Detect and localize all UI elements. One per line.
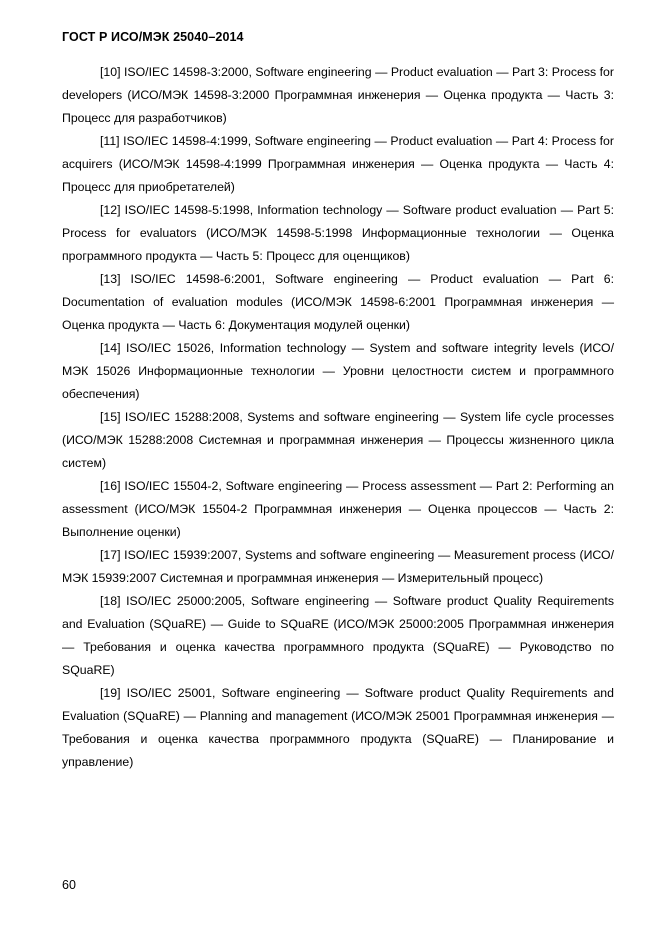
bibliography-entry-19: [19] ISO/IEC 25001, Software engineering — Software product Quality Requirements and Evaluation (SQuaRE) — Planning and management (ИСО/МЭК 25001 Программная инженерия — Требования и оценка качества программного продукта (SQuaRE) — Планирование и управление)	[62, 686, 614, 769]
bibliography-entry-17: [17] ISO/IEC 15939:2007, Systems and software engineering — Measurement process (ИСО/МЭК 15939:2007 Системная и программная инженерия — Измерительный процесс)	[62, 548, 614, 585]
bibliography-entry-10: [10] ISO/IEC 14598-3:2000, Software engineering — Product evaluation — Part 3: Process for developers (ИСО/МЭК 14598-3:2000 Программная инженерия — Оценка продукта — Часть 3: Процесс для разработчиков)	[62, 65, 614, 125]
bibliography-entry-18: [18] ISO/IEC 25000:2005, Software engineering — Software product Quality Requirements and Evaluation (SQuaRE) — Guide to SQuaRE (ИСО/МЭК 25000:2005 Программная инженерия — Требования и оценка качества программного продукта (SQuaRE) — Руководство по SQuaRE)	[62, 594, 614, 677]
bibliography-list	[62, 61, 614, 774]
document-header: ГОСТ Р ИСО/МЭК 25040–2014	[62, 30, 244, 44]
bibliography-entry-13: [13] ISO/IEC 14598-6:2001, Software engineering — Product evaluation — Part 6: Documentation of evaluation modules (ИСО/МЭК 14598-6:2001 Программная инженерия — Оценка продукта — Часть 6: Документация модулей оценки)	[62, 272, 614, 332]
bibliography-entry-11: [11] ISO/IEC 14598-4:1999, Software engineering — Product evaluation — Part 4: Process for acquirers (ИСО/МЭК 14598-4:1999 Программная инженерия — Оценка продукта — Часть 4: Процесс для приобретателей)	[62, 134, 614, 194]
page-number: 60	[62, 878, 76, 892]
bibliography-entry-15: [15] ISO/IEC 15288:2008, Systems and software engineering — System life cycle processes (ИСО/МЭК 15288:2008 Системная и программная инженерия — Процессы жизненного цикла систем)	[62, 410, 614, 470]
bibliography-entry-12: [12] ISO/IEC 14598-5:1998, Information technology — Software product evaluation — Part 5: Process for evaluators (ИСО/МЭК 14598-5:1998 Информационные технологии — Оценка программного продукта — Часть 5: Процесс для оценщиков)	[62, 203, 614, 263]
bibliography-entry-14: [14] ISO/IEC 15026, Information technology — System and software integrity levels (ИСО/МЭК 15026 Информационные технологии — Уровни целостности систем и программного обеспечения)	[62, 341, 614, 401]
bibliography-entry-16: [16] ISO/IEC 15504-2, Software engineering — Process assessment — Part 2: Performing an assessment (ИСО/МЭК 15504-2 Программная инженерия — Оценка процессов — Часть 2: Выполнение оценки)	[62, 479, 614, 539]
